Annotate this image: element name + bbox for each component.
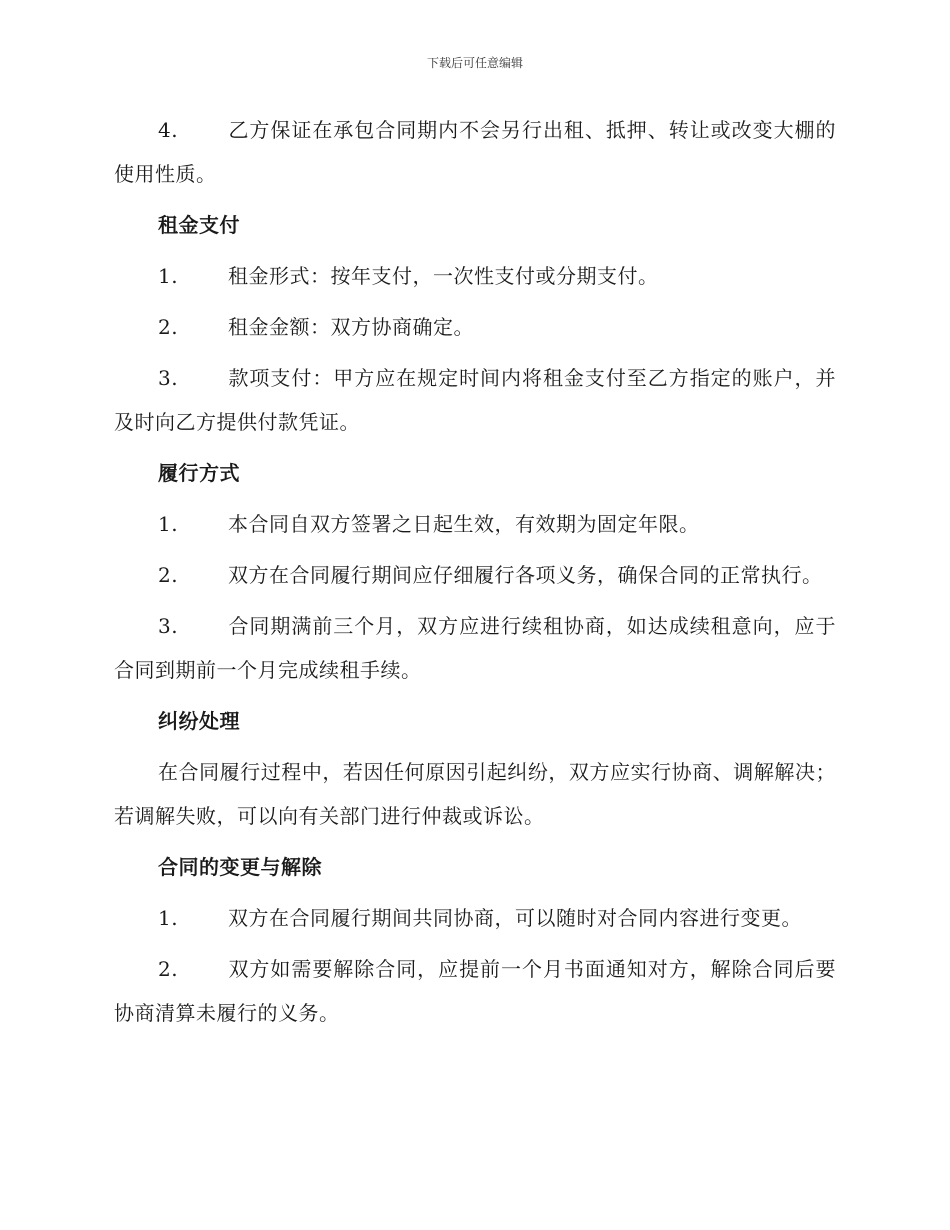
clause-text: 款项支付：甲方应在规定时间内将租金支付至乙方指定的账户，并及时向乙方提供付款凭证。 (114, 366, 836, 434)
clause-item (114, 254, 836, 298)
clause-item (114, 553, 836, 597)
clause-number: 1. (158, 512, 179, 536)
clause-item (114, 356, 836, 444)
clause-item (114, 896, 836, 940)
clause-item (114, 604, 836, 692)
section-heading-performance: 履行方式 (158, 461, 240, 485)
clause-text: 租金形式：按年支付，一次性支付或分期支付。 (228, 264, 659, 288)
clause-item (114, 947, 836, 1035)
section-heading-change: 合同的变更与解除 (158, 855, 322, 879)
clause-number: 3. (158, 366, 179, 390)
clause-number: 3. (158, 614, 179, 638)
clause-text: 租金金额：双方协商确定。 (228, 315, 474, 339)
clause-number: 2. (158, 957, 179, 981)
clause-number: 1. (158, 264, 179, 288)
clause-item (114, 108, 836, 196)
clause-text: 双方在合同履行期间共同协商，可以随时对合同内容进行变更。 (228, 906, 802, 930)
clause-number: 1. (158, 906, 179, 930)
clause-number: 2. (158, 563, 179, 587)
header-note: 下载后可任意编辑 (426, 56, 523, 70)
clause-text: 双方在合同履行期间应仔细履行各项义务，确保合同的正常执行。 (228, 563, 823, 587)
clause-text: 本合同自双方签署之日起生效，有效期为固定年限。 (228, 512, 700, 536)
clause-number: 2. (158, 315, 179, 339)
clause-text: 合同期满前三个月，双方应进行续租协商，如达成续租意向，应于合同到期前一个月完成续租手续。 (114, 614, 836, 682)
clause-number: 4. (158, 118, 179, 142)
document-body (114, 108, 836, 1042)
section-heading-rent: 租金支付 (158, 213, 240, 237)
clause-item (114, 305, 836, 349)
section-heading-dispute: 纠纷处理 (158, 709, 240, 733)
clause-text: 双方如需要解除合同，应提前一个月书面通知对方，解除合同后要协商清算未履行的义务。 (114, 957, 836, 1025)
dispute-paragraph: 在合同履行过程中，若因任何原因引起纠纷，双方应实行协商、调解解决；若调解失败，可以向有关部门进行仲裁或诉讼。 (114, 760, 836, 828)
clause-text: 乙方保证在承包合同期内不会另行出租、抵押、转让或改变大棚的使用性质。 (114, 118, 836, 186)
clause-item (114, 502, 836, 546)
